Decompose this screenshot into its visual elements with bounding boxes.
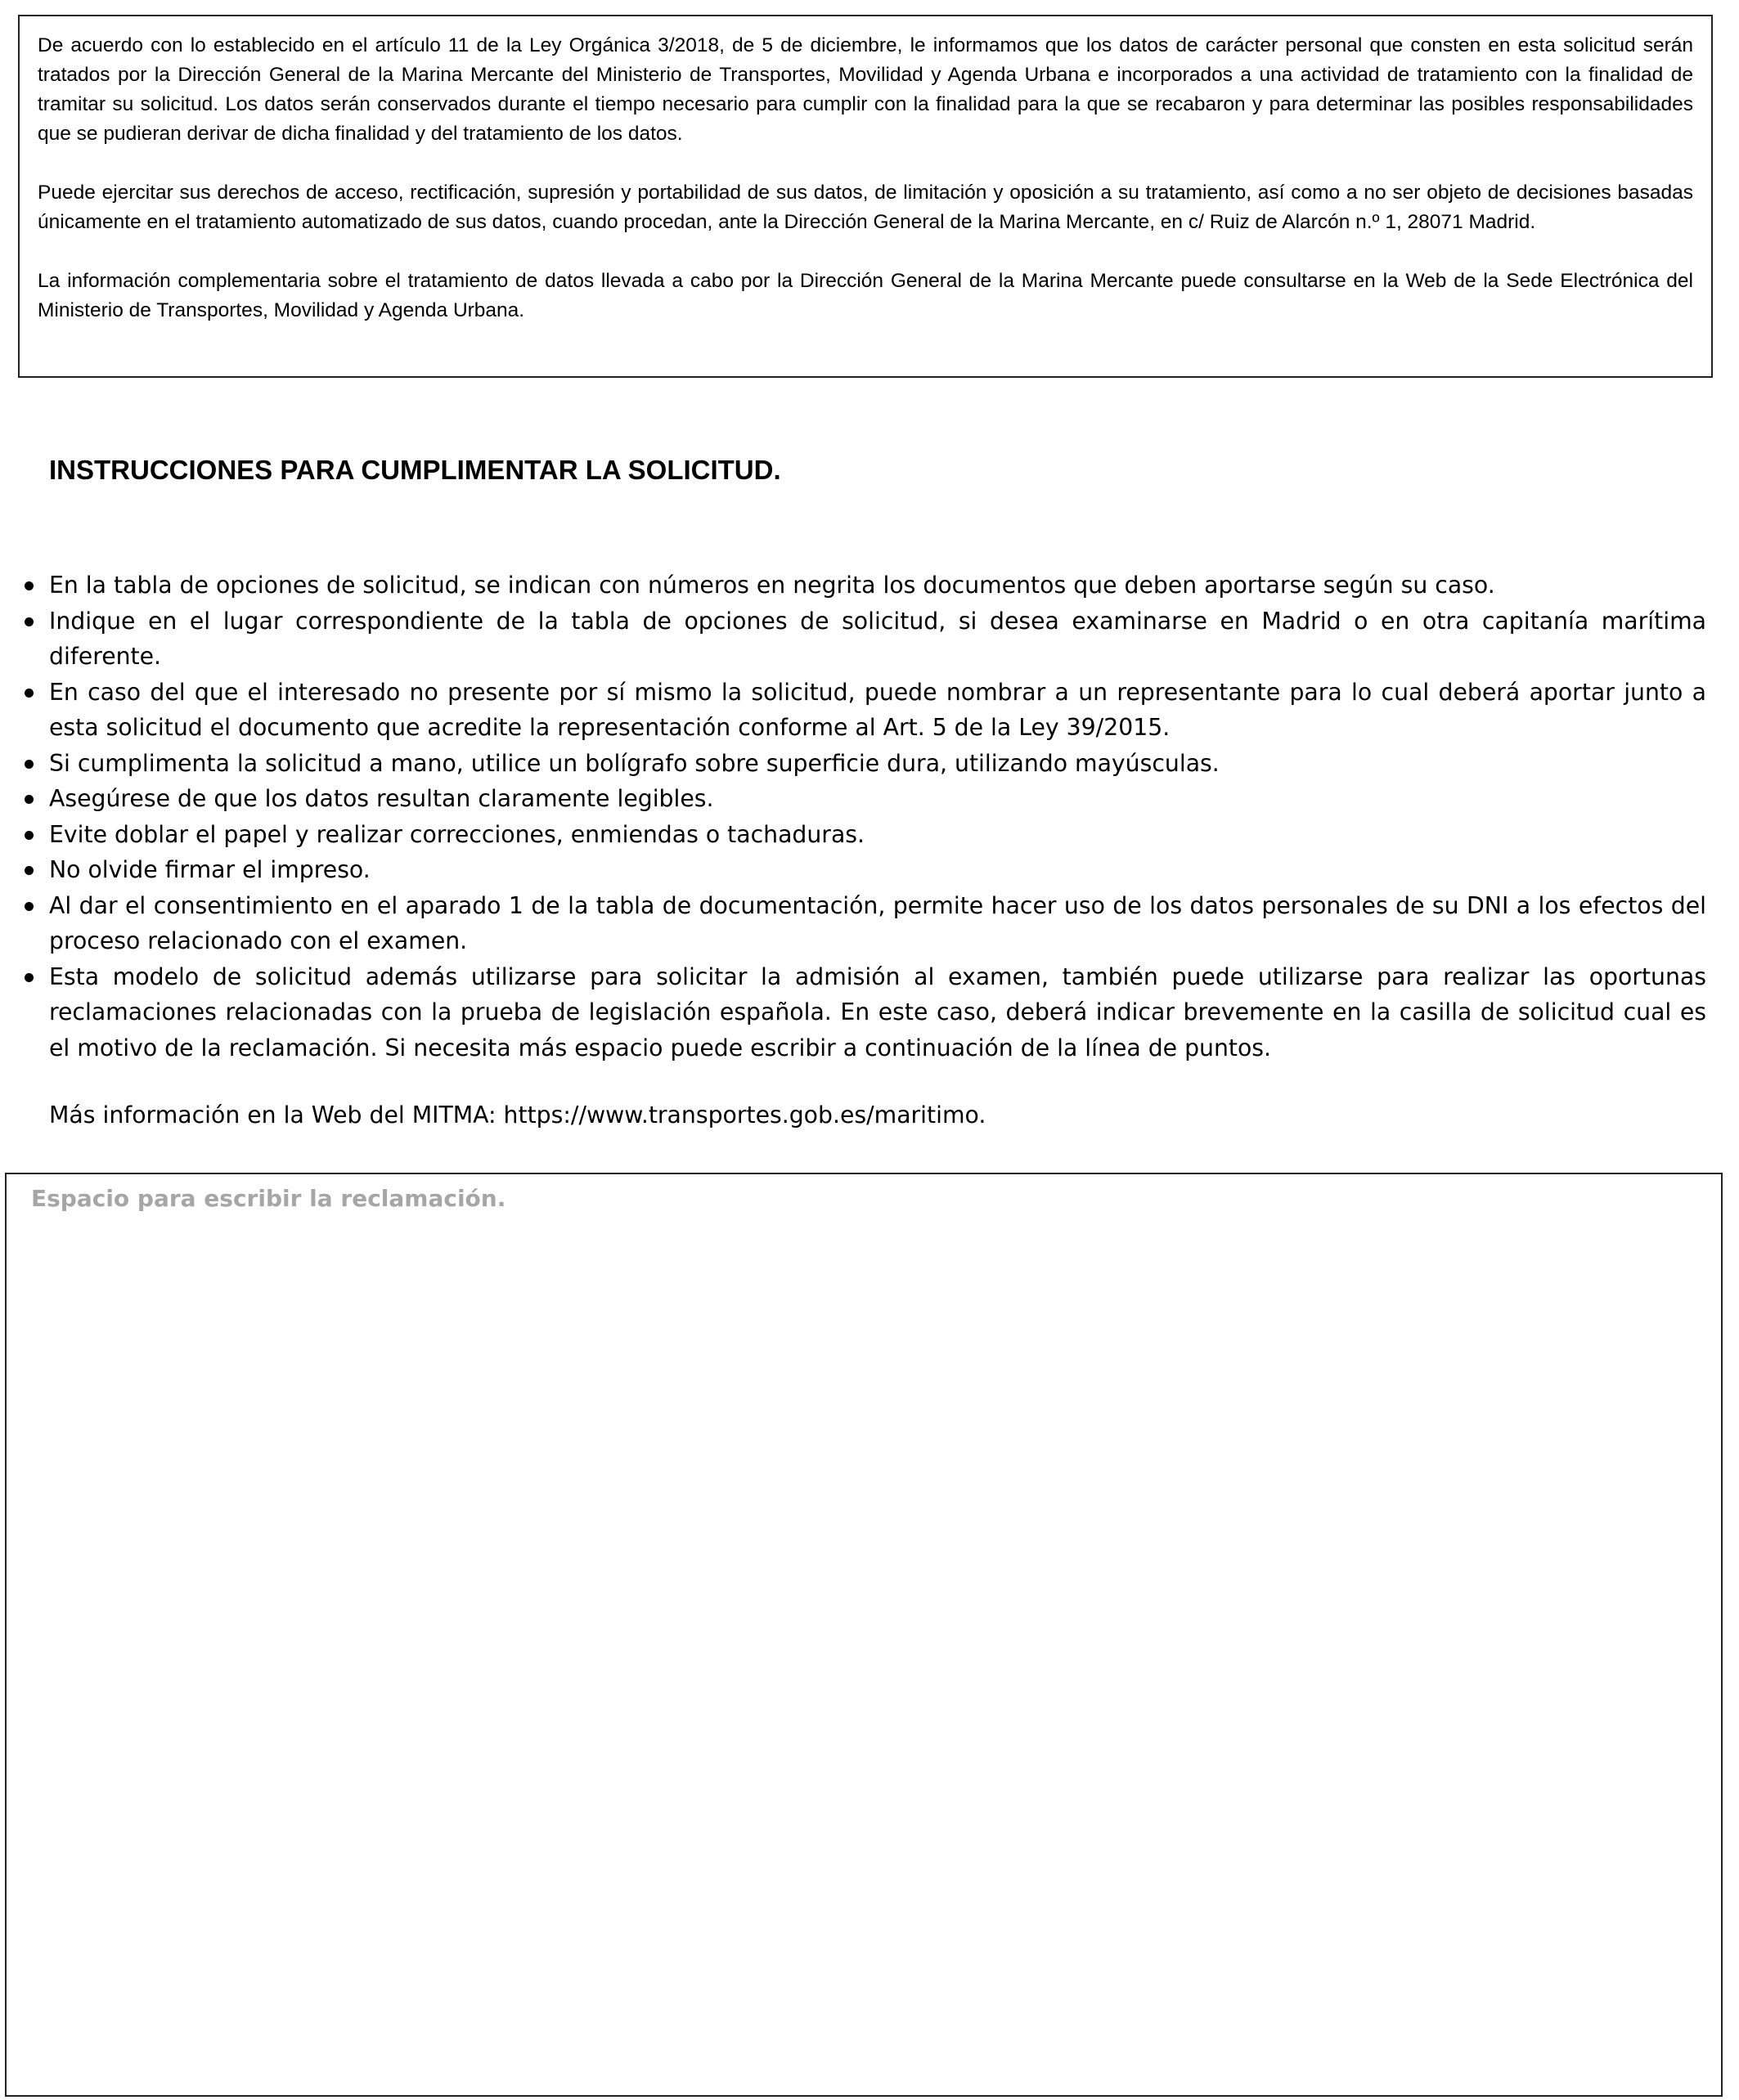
claim-placeholder: Espacio para escribir la reclamación. — [31, 1185, 506, 1212]
list-item — [49, 604, 1706, 675]
privacy-paragraph-1: De acuerdo con lo establecido en el artículo 11 de la Ley Orgánica 3/2018, de 5 de diciembre, le informamos que los datos de carácter personal que consten en esta solicitud serán tratados por la Dirección General de la Marina Mercante del Ministerio de Transportes, Movilidad y Agenda Urbana e incorporados a una actividad de tratamiento con la finalidad de tramitar su solicitud. Los datos serán conservados durante el tiempo necesario para cumplir con la finalidad para la que se recabaron y para determinar las posibles responsabilidades que se pudieran derivar de dicha finalidad y del tratamiento de los datos. — [38, 34, 1693, 145]
instructions-list — [49, 568, 1706, 1066]
instructions-title: INSTRUCCIONES PARA CUMPLIMENTAR LA SOLICITUD. — [49, 455, 781, 485]
instruction-text: Indique en el lugar correspondiente de la tabla de opciones de solicitud, si desea examinarse en Madrid o en otra capitanía marítima diferente. — [49, 607, 1706, 670]
instruction-text: Evite doblar el papel y realizar correcciones, enmiendas o tachaduras. — [49, 820, 865, 848]
list-item — [49, 781, 1706, 817]
claim-text-area[interactable] — [5, 1173, 1723, 2097]
list-item — [49, 852, 1706, 888]
bullet-icon — [25, 866, 34, 875]
instruction-text: Al dar el consentimiento en el aparado 1 de la tabla de documentación, permite hacer uso de los datos personales de su DNI a los efectos del proceso relacionado con el examen. — [49, 891, 1706, 954]
instruction-text: Esta modelo de solicitud además utilizarse para solicitar la admisión al examen, también puede utilizarse para realizar las oportunas reclamaciones relacionadas con la prueba de legislación española. En este caso, deberá indicar brevemente en la casilla de solicitud cual es el motivo de la reclamación. Si necesita más espacio puede escribir a continuación de la línea de puntos. — [49, 962, 1706, 1061]
list-item — [49, 675, 1706, 746]
bullet-icon — [25, 581, 34, 590]
bullet-icon — [25, 973, 34, 982]
instruction-text: En la tabla de opciones de solicitud, se indican con números en negrita los documentos que deben aportarse según su caso. — [49, 572, 1495, 599]
bullet-icon — [25, 902, 34, 911]
privacy-paragraph-3: La información complementaria sobre el tratamiento de datos llevada a cabo por la Dirección General de la Marina Mercante puede consultarse en la Web de la Sede Electrónica del Ministerio de Transportes, Movilidad y Agenda Urbana. — [38, 270, 1693, 321]
privacy-paragraph-2: Puede ejercitar sus derechos de acceso, rectificación, supresión y portabilidad de sus datos, de limitación y oposición a su tratamiento, así como a no ser objeto de decisiones basadas únicamente en el tratamiento automatizado de sus datos, cuando procedan, ante la Dirección General de la Marina Mercante, en c/ Ruiz de Alarcón n.º 1, 28071 Madrid. — [38, 182, 1693, 233]
list-item — [49, 817, 1706, 853]
instruction-text: Asegúrese de que los datos resultan claramente legibles. — [49, 785, 714, 812]
bullet-icon — [25, 795, 34, 804]
bullet-icon — [25, 760, 34, 769]
instruction-text: En caso del que el interesado no presente por sí mismo la solicitud, puede nombrar a un representante para lo cual deberá aportar junto a esta solicitud el documento que acredite la representación conforme al Art. 5 de la Ley 39/2015. — [49, 678, 1706, 741]
instruction-text: No olvide firmar el impreso. — [49, 856, 371, 883]
bullet-icon — [25, 617, 34, 626]
bullet-icon — [25, 831, 34, 840]
list-item — [49, 888, 1706, 959]
bullet-icon — [25, 689, 34, 698]
list-item — [49, 746, 1706, 782]
privacy-notice-box — [18, 15, 1713, 378]
more-info-text: Más información en la Web del MITMA: https://www.transportes.gob.es/maritimo. — [49, 1102, 986, 1129]
list-item — [49, 959, 1706, 1066]
instruction-text: Si cumplimenta la solicitud a mano, utilice un bolígrafo sobre superficie dura, utilizando mayúsculas. — [49, 749, 1220, 777]
list-item — [49, 568, 1706, 604]
